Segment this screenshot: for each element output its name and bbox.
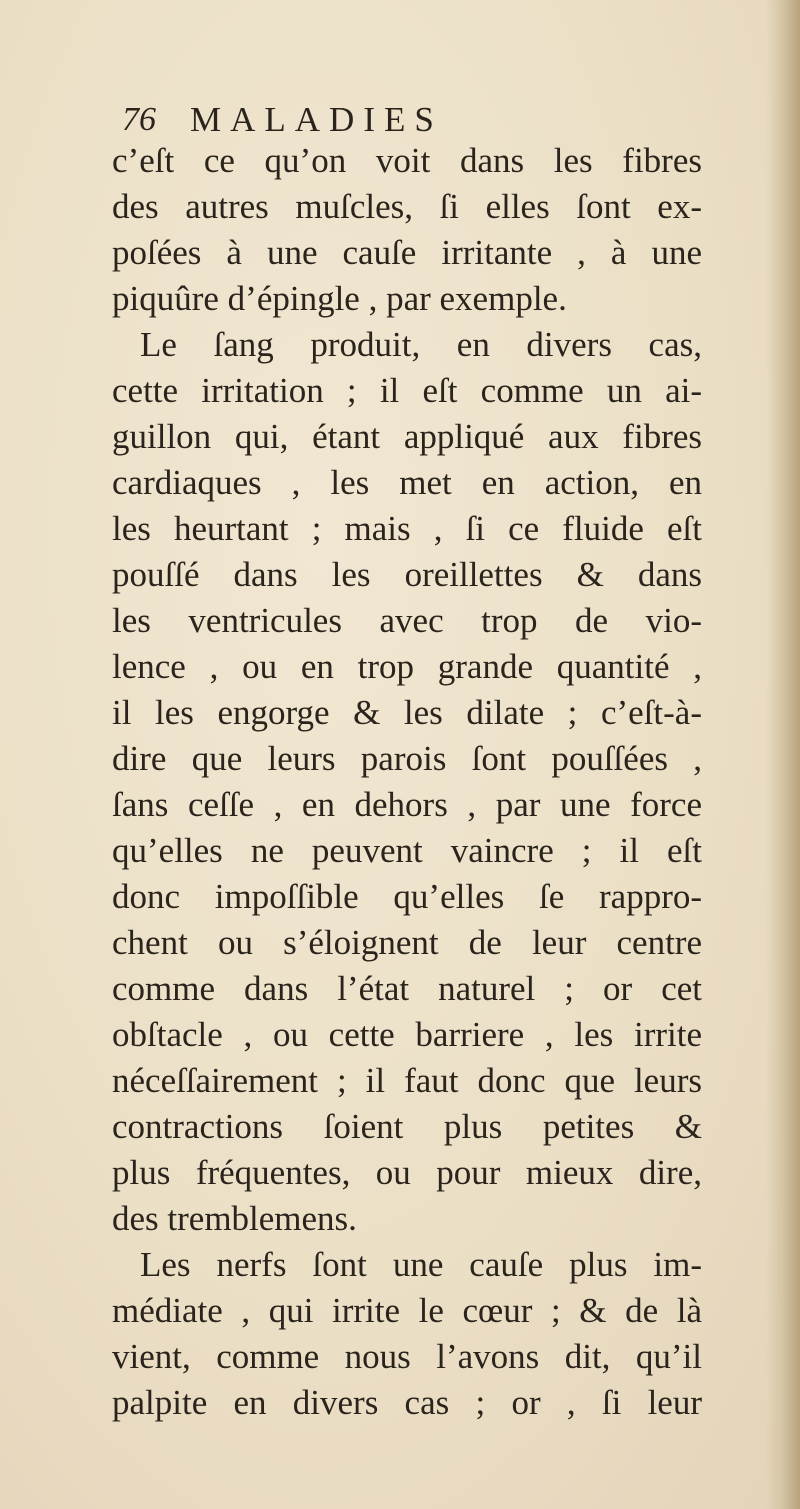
text-line: médiate , qui irrite le cœur ; & de là [112, 1291, 702, 1330]
text-line: piquûre d’épingle , par exemple. [112, 279, 567, 318]
page-number: 76 [122, 101, 156, 138]
text-line: cette irritation ; il eſt comme un ai- [112, 371, 702, 410]
text-line: des autres muſcles, ſi elles ſont ex- [112, 187, 702, 226]
text-line: les ventricules avec trop de vio- [112, 601, 702, 640]
text-line: Les nerfs ſont une cauſe plus im- [140, 1245, 702, 1284]
body-text [112, 138, 702, 1426]
text-line: les heurtant ; mais , ſi ce fluide eſt [112, 509, 702, 548]
text-line: pouſſé dans les oreillettes & dans [112, 555, 702, 594]
text-line: obſtacle , ou cette barriere , les irrite [112, 1015, 702, 1054]
text-line: donc impoſſible qu’elles ſe rappro- [112, 877, 702, 916]
text-line: cardiaques , les met en action, en [112, 463, 702, 502]
page-edge-shadow [766, 0, 800, 1509]
text-line: palpite en divers cas ; or , ſi leur [112, 1383, 702, 1422]
text-line: contractions ſoient plus petites & [112, 1107, 702, 1146]
text-line: des tremblemens. [112, 1199, 357, 1238]
text-line: dire que leurs parois ſont pouſſées , [112, 739, 702, 778]
text-line: Le ſang produit, en divers cas, [140, 325, 702, 364]
text-line: lence , ou en trop grande quantité , [112, 647, 702, 686]
text-line: c’eſt ce qu’on voit dans les fibres [112, 141, 702, 180]
text-line: guillon qui, étant appliqué aux fibres [112, 417, 702, 456]
text-line: qu’elles ne peuvent vaincre ; il eſt [112, 831, 702, 870]
text-line: plus fréquentes, ou pour mieux dire, [112, 1153, 702, 1192]
text-line: ſans ceſſe , en dehors , par une force [112, 785, 702, 824]
text-line: néceſſairement ; il faut donc que leurs [112, 1061, 702, 1100]
text-line: vient, comme nous l’avons dit, qu’il [112, 1337, 702, 1376]
text-line: chent ou s’éloignent de leur centre [112, 923, 702, 962]
text-line: poſées à une cauſe irritante , à une [112, 233, 702, 272]
running-head-title: MALADIES [190, 100, 443, 139]
text-line: il les engorge & les dilate ; c’eſt-à- [112, 693, 702, 732]
text-line: comme dans l’état naturel ; or cet [112, 969, 702, 1008]
